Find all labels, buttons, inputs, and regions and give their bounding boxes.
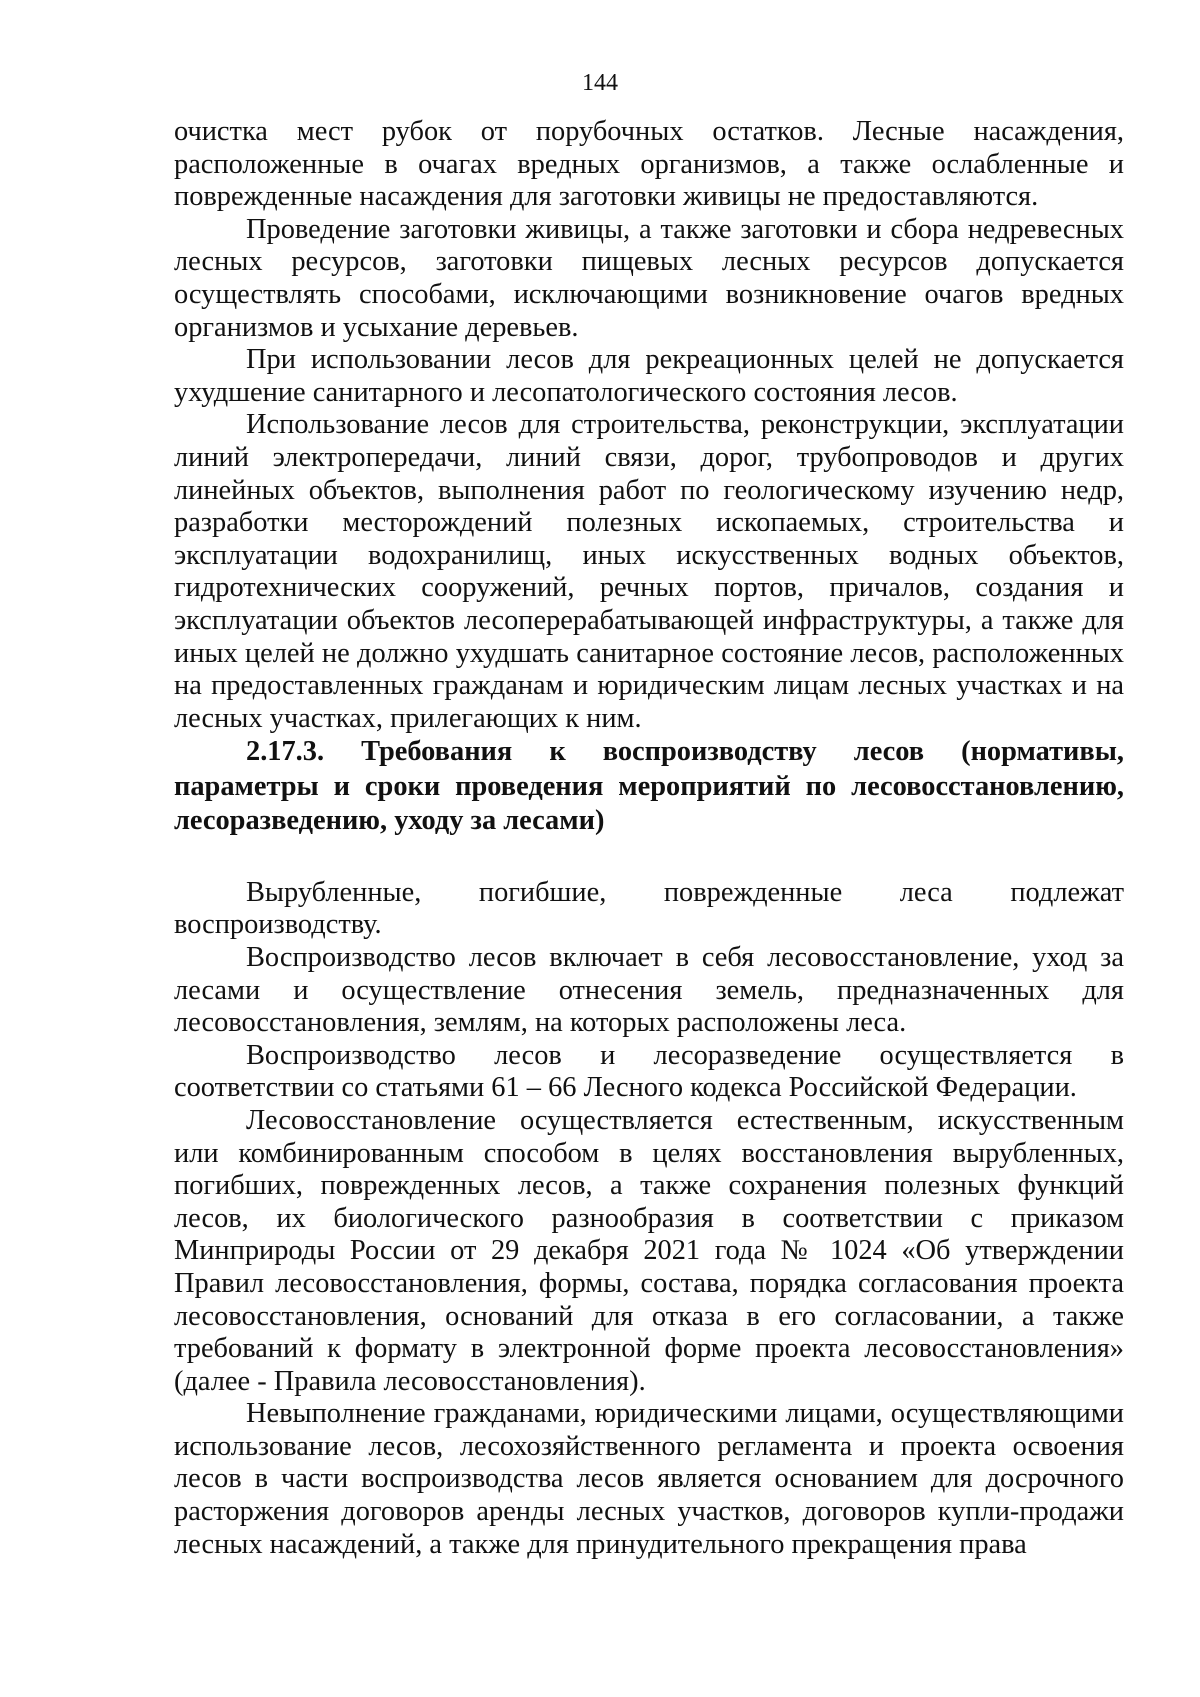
paragraph-construction-use: Использование лесов для строительства, реконструкции, эксплуатации линий электропередачи, линий связи, дорог, трубопроводов и других линейных объектов, выполнения работ по геологическому изучению недр, разработки месторождений полезных ископаемых, строительства и эксплуатации водохранилищ, иных искусственных водных объектов, гидротехнических сооружений, речных портов, причалов, создания и эксплуатации объектов лесоперерабатывающей инфраструктуры, а также для иных целей не должно ухудшать санитарное состояние лесов, расположенных на предоставленных гражданам и юридическим лицам лесных участках и на лесных участках, прилегающих к ним. bbox=[174, 409, 1124, 734]
paragraph-non-compliance: Невыполнение гражданами, юридическими лицами, осуществляющими использование лесов, лесохозяйственного регламента и проекта освоения лесов в части воспроизводства лесов является основанием для досрочного расторжения договоров аренды лесных участков, договоров купли-продажи лесных насаждений, а также для принудительного прекращения права bbox=[174, 1398, 1124, 1560]
paragraph-reproduction-includes: Воспроизводство лесов включает в себя лесовосстановление, уход за лесами и осуществление отнесения земель, предназначенных для лесовосстановления, землям, на которых расположены леса. bbox=[174, 941, 1124, 1039]
page-number: 144 bbox=[582, 70, 618, 96]
paragraph-forest-code: Воспроизводство лесов и лесоразведение осуществляется в соответствии со статьями 61 – 66 Лесного кодекса Российской Федерации. bbox=[174, 1039, 1124, 1104]
section-heading: 2.17.3. Требования к воспроизводству лесов (нормативы, параметры и сроки проведения мероприятий по лесовосстановлению, лесоразведению, уходу за лесами) bbox=[174, 736, 1124, 837]
document-body bbox=[174, 116, 1124, 1561]
paragraph-continuation: очистка мест рубок от порубочных остатков. Лесные насаждения, расположенные в очагах вредных организмов, а также ослабленные и поврежденные насаждения для заготовки живицы не предоставляются. bbox=[174, 116, 1124, 213]
paragraph-reproduction-required: Вырубленные, погибшие, поврежденные леса подлежат воспроизводству. bbox=[174, 876, 1124, 941]
paragraph-reforestation-methods: Лесовосстановление осуществляется естественным, искусственным или комбинированным способом в целях восстановления вырубленных, погибших, поврежденных лесов, а также сохранения полезных функций лесов, их биологического разнообразия в соответствии с приказом Минприроды России от 29 декабря 2021 года № 1024 «Об утверждении Правил лесовосстановления, формы, состава, порядка согласования проекта лесовосстановления, оснований для отказа в его согласовании, а также требований к формату в электронной форме проекта лесовосстановления» (далее - Правила лесовосстановления). bbox=[174, 1104, 1124, 1397]
paragraph-recreation: При использовании лесов для рекреационных целей не допускается ухудшение санитарного и лесопатологического состояния лесов. bbox=[174, 344, 1124, 408]
paragraph-resin-harvesting: Проведение заготовки живицы, а также заготовки и сбора недревесных лесных ресурсов, заготовки пищевых лесных ресурсов допускается осуществлять способами, исключающими возникновение очагов вредных организмов и усыхание деревьев. bbox=[174, 213, 1124, 343]
